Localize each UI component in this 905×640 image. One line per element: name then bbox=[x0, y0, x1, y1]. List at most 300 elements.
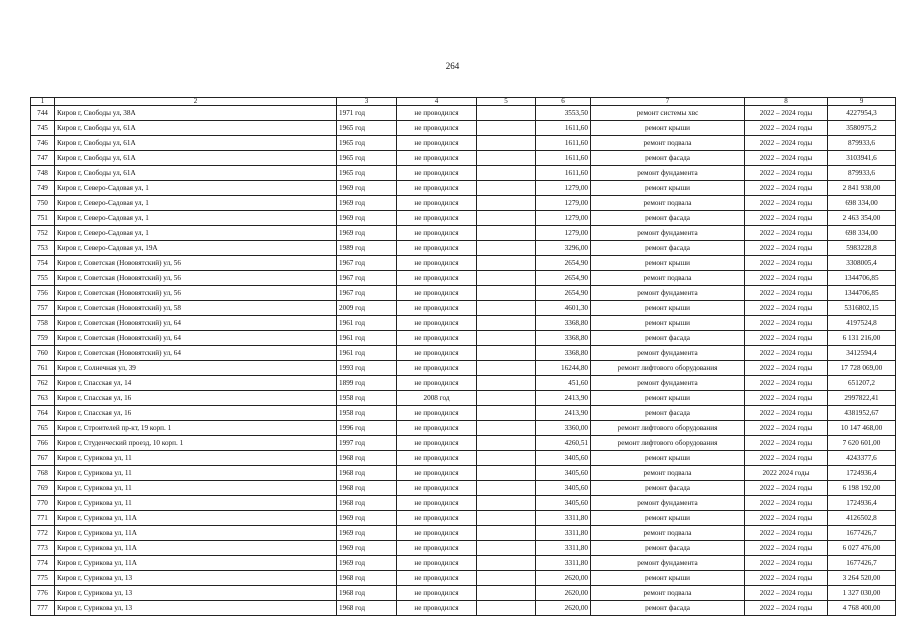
period-cell: 2022 – 2024 годы bbox=[745, 211, 828, 226]
last-repair-cell: не проводился bbox=[397, 376, 477, 391]
table-row bbox=[31, 451, 896, 466]
planned-cell bbox=[477, 391, 536, 406]
area-cell: 3368,80 bbox=[536, 331, 591, 346]
planned-cell bbox=[477, 361, 536, 376]
address-cell: Киров г, Свободы ул, 38А bbox=[55, 106, 337, 121]
period-cell: 2022 – 2024 годы bbox=[745, 271, 828, 286]
address-cell: Киров г, Северо-Садовая ул, 1 bbox=[55, 211, 337, 226]
cost-cell: 5316802,15 bbox=[828, 301, 896, 316]
period-cell: 2022 – 2024 годы bbox=[745, 391, 828, 406]
planned-cell bbox=[477, 481, 536, 496]
build-year-cell: 1899 год bbox=[337, 376, 397, 391]
period-cell: 2022 – 2024 годы bbox=[745, 541, 828, 556]
build-year-cell: 1969 год bbox=[337, 196, 397, 211]
cost-cell: 6 131 216,00 bbox=[828, 331, 896, 346]
area-cell: 2620,00 bbox=[536, 601, 591, 616]
planned-cell bbox=[477, 136, 536, 151]
row-number-cell: 757 bbox=[31, 301, 55, 316]
work-type-cell: ремонт фундамента bbox=[591, 496, 745, 511]
table-row bbox=[31, 136, 896, 151]
last-repair-cell: не проводился bbox=[397, 121, 477, 136]
table-row bbox=[31, 496, 896, 511]
row-number-cell: 753 bbox=[31, 241, 55, 256]
cost-cell: 879933,6 bbox=[828, 166, 896, 181]
work-type-cell: ремонт подвала bbox=[591, 136, 745, 151]
column-header: 2 bbox=[55, 98, 337, 106]
area-cell: 1611,60 bbox=[536, 121, 591, 136]
planned-cell bbox=[477, 406, 536, 421]
area-cell: 3405,60 bbox=[536, 496, 591, 511]
address-cell: Киров г, Северо-Садовая ул, 1 bbox=[55, 196, 337, 211]
cost-cell: 3103941,6 bbox=[828, 151, 896, 166]
last-repair-cell: не проводился bbox=[397, 226, 477, 241]
address-cell: Киров г, Свободы ул, 61А bbox=[55, 151, 337, 166]
last-repair-cell: не проводился bbox=[397, 361, 477, 376]
last-repair-cell: не проводился bbox=[397, 541, 477, 556]
planned-cell bbox=[477, 556, 536, 571]
table-row bbox=[31, 286, 896, 301]
work-type-cell: ремонт крыши bbox=[591, 121, 745, 136]
period-cell: 2022 – 2024 годы bbox=[745, 286, 828, 301]
planned-cell bbox=[477, 106, 536, 121]
area-cell: 1611,60 bbox=[536, 166, 591, 181]
last-repair-cell: не проводился bbox=[397, 571, 477, 586]
cost-cell: 1724936,4 bbox=[828, 466, 896, 481]
address-cell: Киров г, Спасская ул, 16 bbox=[55, 391, 337, 406]
table-row bbox=[31, 331, 896, 346]
planned-cell bbox=[477, 496, 536, 511]
last-repair-cell: не проводился bbox=[397, 511, 477, 526]
column-header: 9 bbox=[828, 98, 896, 106]
area-cell: 1611,60 bbox=[536, 151, 591, 166]
planned-cell bbox=[477, 331, 536, 346]
address-cell: Киров г, Сурикова ул, 13 bbox=[55, 571, 337, 586]
cost-cell: 3412594,4 bbox=[828, 346, 896, 361]
repair-registry-table bbox=[30, 97, 896, 616]
area-cell: 2654,90 bbox=[536, 271, 591, 286]
cost-cell: 1724936,4 bbox=[828, 496, 896, 511]
build-year-cell: 1961 год bbox=[337, 316, 397, 331]
build-year-cell: 1968 год bbox=[337, 601, 397, 616]
build-year-cell: 1965 год bbox=[337, 121, 397, 136]
build-year-cell: 1967 год bbox=[337, 271, 397, 286]
planned-cell bbox=[477, 301, 536, 316]
build-year-cell: 1965 год bbox=[337, 151, 397, 166]
period-cell: 2022 – 2024 годы bbox=[745, 316, 828, 331]
column-header: 5 bbox=[477, 98, 536, 106]
period-cell: 2022 – 2024 годы bbox=[745, 196, 828, 211]
table-row bbox=[31, 601, 896, 616]
row-number-cell: 751 bbox=[31, 211, 55, 226]
address-cell: Киров г, Советская (Нововятский) ул, 56 bbox=[55, 256, 337, 271]
area-cell: 2654,90 bbox=[536, 256, 591, 271]
work-type-cell: ремонт фундамента bbox=[591, 286, 745, 301]
row-number-cell: 762 bbox=[31, 376, 55, 391]
planned-cell bbox=[477, 436, 536, 451]
work-type-cell: ремонт крыши bbox=[591, 316, 745, 331]
planned-cell bbox=[477, 526, 536, 541]
last-repair-cell: не проводился bbox=[397, 406, 477, 421]
cost-cell: 1677426,7 bbox=[828, 526, 896, 541]
table-row bbox=[31, 256, 896, 271]
row-number-cell: 745 bbox=[31, 121, 55, 136]
address-cell: Киров г, Советская (Нововятский) ул, 64 bbox=[55, 316, 337, 331]
build-year-cell: 1969 год bbox=[337, 541, 397, 556]
area-cell: 3311,80 bbox=[536, 541, 591, 556]
area-cell: 3368,80 bbox=[536, 316, 591, 331]
period-cell: 2022 – 2024 годы bbox=[745, 496, 828, 511]
table-row bbox=[31, 466, 896, 481]
column-header: 4 bbox=[397, 98, 477, 106]
row-number-cell: 773 bbox=[31, 541, 55, 556]
planned-cell bbox=[477, 226, 536, 241]
build-year-cell: 1969 год bbox=[337, 526, 397, 541]
planned-cell bbox=[477, 346, 536, 361]
planned-cell bbox=[477, 601, 536, 616]
work-type-cell: ремонт фасада bbox=[591, 211, 745, 226]
table-row bbox=[31, 106, 896, 121]
table-row bbox=[31, 556, 896, 571]
period-cell: 2022 – 2024 годы bbox=[745, 571, 828, 586]
last-repair-cell: не проводился bbox=[397, 451, 477, 466]
last-repair-cell: не проводился bbox=[397, 151, 477, 166]
period-cell: 2022 – 2024 годы bbox=[745, 136, 828, 151]
period-cell: 2022 – 2024 годы bbox=[745, 526, 828, 541]
area-cell: 4260,51 bbox=[536, 436, 591, 451]
work-type-cell: ремонт подвала bbox=[591, 526, 745, 541]
address-cell: Киров г, Сурикова ул, 11 bbox=[55, 466, 337, 481]
cost-cell: 2 841 938,00 bbox=[828, 181, 896, 196]
column-header: 8 bbox=[745, 98, 828, 106]
column-header: 7 bbox=[591, 98, 745, 106]
table-row bbox=[31, 421, 896, 436]
column-header: 6 bbox=[536, 98, 591, 106]
cost-cell: 651207,2 bbox=[828, 376, 896, 391]
work-type-cell: ремонт подвала bbox=[591, 466, 745, 481]
period-cell: 2022 – 2024 годы bbox=[745, 481, 828, 496]
work-type-cell: ремонт лифтового оборудования bbox=[591, 436, 745, 451]
work-type-cell: ремонт фундамента bbox=[591, 556, 745, 571]
area-cell: 3405,60 bbox=[536, 466, 591, 481]
planned-cell bbox=[477, 166, 536, 181]
table-row bbox=[31, 271, 896, 286]
cost-cell: 2997822,41 bbox=[828, 391, 896, 406]
address-cell: Киров г, Солнечная ул, 39 bbox=[55, 361, 337, 376]
build-year-cell: 1997 год bbox=[337, 436, 397, 451]
last-repair-cell: 2008 год bbox=[397, 391, 477, 406]
column-header: 3 bbox=[337, 98, 397, 106]
row-number-cell: 755 bbox=[31, 271, 55, 286]
table-row bbox=[31, 316, 896, 331]
table-row bbox=[31, 406, 896, 421]
build-year-cell: 1971 год bbox=[337, 106, 397, 121]
last-repair-cell: не проводился bbox=[397, 136, 477, 151]
area-cell: 1611,60 bbox=[536, 136, 591, 151]
build-year-cell: 1969 год bbox=[337, 511, 397, 526]
build-year-cell: 1996 год bbox=[337, 421, 397, 436]
build-year-cell: 1965 год bbox=[337, 136, 397, 151]
cost-cell: 6 027 476,00 bbox=[828, 541, 896, 556]
page-number: 264 bbox=[445, 61, 460, 71]
table-row bbox=[31, 166, 896, 181]
cost-cell: 4 768 400,00 bbox=[828, 601, 896, 616]
last-repair-cell: не проводился bbox=[397, 301, 477, 316]
column-header: 1 bbox=[31, 98, 55, 106]
planned-cell bbox=[477, 181, 536, 196]
work-type-cell: ремонт фасада bbox=[591, 481, 745, 496]
cost-cell: 1 327 030,00 bbox=[828, 586, 896, 601]
address-cell: Киров г, Северо-Садовая ул, 1 bbox=[55, 226, 337, 241]
row-number-cell: 759 bbox=[31, 331, 55, 346]
area-cell: 3553,50 bbox=[536, 106, 591, 121]
row-number-cell: 761 bbox=[31, 361, 55, 376]
area-cell: 1279,00 bbox=[536, 181, 591, 196]
planned-cell bbox=[477, 256, 536, 271]
address-cell: Киров г, Сурикова ул, 11А bbox=[55, 511, 337, 526]
period-cell: 2022 – 2024 годы bbox=[745, 406, 828, 421]
period-cell: 2022 – 2024 годы bbox=[745, 451, 828, 466]
last-repair-cell: не проводился bbox=[397, 106, 477, 121]
planned-cell bbox=[477, 316, 536, 331]
address-cell: Киров г, Северо-Садовая ул, 19А bbox=[55, 241, 337, 256]
row-number-cell: 763 bbox=[31, 391, 55, 406]
work-type-cell: ремонт фундамента bbox=[591, 376, 745, 391]
work-type-cell: ремонт фасада bbox=[591, 541, 745, 556]
table-row bbox=[31, 376, 896, 391]
last-repair-cell: не проводился bbox=[397, 556, 477, 571]
area-cell: 2413,90 bbox=[536, 391, 591, 406]
period-cell: 2022 – 2024 годы bbox=[745, 601, 828, 616]
period-cell: 2022 – 2024 годы bbox=[745, 376, 828, 391]
cost-cell: 5983228,8 bbox=[828, 241, 896, 256]
row-number-cell: 767 bbox=[31, 451, 55, 466]
address-cell: Киров г, Советская (Нововятский) ул, 64 bbox=[55, 331, 337, 346]
period-cell: 2022 – 2024 годы bbox=[745, 301, 828, 316]
planned-cell bbox=[477, 541, 536, 556]
address-cell: Киров г, Сурикова ул, 11 bbox=[55, 451, 337, 466]
cost-cell: 1344706,85 bbox=[828, 271, 896, 286]
work-type-cell: ремонт фундамента bbox=[591, 346, 745, 361]
build-year-cell: 1968 год bbox=[337, 466, 397, 481]
area-cell: 1279,00 bbox=[536, 226, 591, 241]
address-cell: Киров г, Спасская ул, 14 bbox=[55, 376, 337, 391]
period-cell: 2022 – 2024 годы bbox=[745, 106, 828, 121]
area-cell: 3360,00 bbox=[536, 421, 591, 436]
last-repair-cell: не проводился bbox=[397, 601, 477, 616]
period-cell: 2022 – 2024 годы bbox=[745, 226, 828, 241]
last-repair-cell: не проводился bbox=[397, 196, 477, 211]
period-cell: 2022 2024 годы bbox=[745, 466, 828, 481]
area-cell: 1279,00 bbox=[536, 196, 591, 211]
last-repair-cell: не проводился bbox=[397, 181, 477, 196]
work-type-cell: ремонт крыши bbox=[591, 391, 745, 406]
table-header-row bbox=[31, 98, 896, 106]
work-type-cell: ремонт лифтового оборудования bbox=[591, 361, 745, 376]
build-year-cell: 1969 год bbox=[337, 226, 397, 241]
cost-cell: 1677426,7 bbox=[828, 556, 896, 571]
planned-cell bbox=[477, 571, 536, 586]
work-type-cell: ремонт лифтового оборудования bbox=[591, 421, 745, 436]
table-row bbox=[31, 196, 896, 211]
build-year-cell: 1968 год bbox=[337, 571, 397, 586]
period-cell: 2022 – 2024 годы bbox=[745, 586, 828, 601]
last-repair-cell: не проводился bbox=[397, 421, 477, 436]
area-cell: 3311,80 bbox=[536, 556, 591, 571]
last-repair-cell: не проводился bbox=[397, 256, 477, 271]
address-cell: Киров г, Советская (Нововятский) ул, 58 bbox=[55, 301, 337, 316]
planned-cell bbox=[477, 121, 536, 136]
table-row bbox=[31, 361, 896, 376]
period-cell: 2022 – 2024 годы bbox=[745, 241, 828, 256]
planned-cell bbox=[477, 211, 536, 226]
address-cell: Киров г, Северо-Садовая ул, 1 bbox=[55, 181, 337, 196]
cost-cell: 6 198 192,00 bbox=[828, 481, 896, 496]
area-cell: 1279,00 bbox=[536, 211, 591, 226]
address-cell: Киров г, Советская (Нововятский) ул, 64 bbox=[55, 346, 337, 361]
work-type-cell: ремонт крыши bbox=[591, 571, 745, 586]
planned-cell bbox=[477, 466, 536, 481]
cost-cell: 2 463 354,00 bbox=[828, 211, 896, 226]
build-year-cell: 1961 год bbox=[337, 346, 397, 361]
last-repair-cell: не проводился bbox=[397, 466, 477, 481]
build-year-cell: 1989 год bbox=[337, 241, 397, 256]
cost-cell: 698 334,00 bbox=[828, 226, 896, 241]
row-number-cell: 776 bbox=[31, 586, 55, 601]
area-cell: 3368,80 bbox=[536, 346, 591, 361]
table-row bbox=[31, 301, 896, 316]
address-cell: Киров г, Студенческий проезд, 10 корп. 1 bbox=[55, 436, 337, 451]
cost-cell: 4243377,6 bbox=[828, 451, 896, 466]
address-cell: Киров г, Свободы ул, 61А bbox=[55, 121, 337, 136]
work-type-cell: ремонт системы хвс bbox=[591, 106, 745, 121]
work-type-cell: ремонт крыши bbox=[591, 451, 745, 466]
row-number-cell: 768 bbox=[31, 466, 55, 481]
planned-cell bbox=[477, 451, 536, 466]
table-row bbox=[31, 121, 896, 136]
table-row bbox=[31, 391, 896, 406]
area-cell: 451,60 bbox=[536, 376, 591, 391]
address-cell: Киров г, Строителей пр-кт, 19 корп. 1 bbox=[55, 421, 337, 436]
area-cell: 3296,00 bbox=[536, 241, 591, 256]
planned-cell bbox=[477, 196, 536, 211]
period-cell: 2022 – 2024 годы bbox=[745, 166, 828, 181]
cost-cell: 7 620 601,00 bbox=[828, 436, 896, 451]
period-cell: 2022 – 2024 годы bbox=[745, 556, 828, 571]
work-type-cell: ремонт фундамента bbox=[591, 166, 745, 181]
period-cell: 2022 – 2024 годы bbox=[745, 181, 828, 196]
cost-cell: 4126502,8 bbox=[828, 511, 896, 526]
cost-cell: 3308005,4 bbox=[828, 256, 896, 271]
row-number-cell: 754 bbox=[31, 256, 55, 271]
work-type-cell: ремонт фасада bbox=[591, 406, 745, 421]
row-number-cell: 770 bbox=[31, 496, 55, 511]
address-cell: Киров г, Сурикова ул, 11 bbox=[55, 481, 337, 496]
planned-cell bbox=[477, 586, 536, 601]
last-repair-cell: не проводился bbox=[397, 496, 477, 511]
table-row bbox=[31, 211, 896, 226]
row-number-cell: 772 bbox=[31, 526, 55, 541]
row-number-cell: 749 bbox=[31, 181, 55, 196]
last-repair-cell: не проводился bbox=[397, 211, 477, 226]
build-year-cell: 1968 год bbox=[337, 451, 397, 466]
row-number-cell: 746 bbox=[31, 136, 55, 151]
build-year-cell: 1958 год bbox=[337, 391, 397, 406]
address-cell: Киров г, Сурикова ул, 11 bbox=[55, 496, 337, 511]
cost-cell: 879933,6 bbox=[828, 136, 896, 151]
work-type-cell: ремонт фасада bbox=[591, 331, 745, 346]
table-row bbox=[31, 511, 896, 526]
period-cell: 2022 – 2024 годы bbox=[745, 151, 828, 166]
cost-cell: 1344706,85 bbox=[828, 286, 896, 301]
period-cell: 2022 – 2024 годы bbox=[745, 256, 828, 271]
area-cell: 16244,80 bbox=[536, 361, 591, 376]
cost-cell: 17 728 069,00 bbox=[828, 361, 896, 376]
table-row bbox=[31, 436, 896, 451]
address-cell: Киров г, Сурикова ул, 13 bbox=[55, 586, 337, 601]
period-cell: 2022 – 2024 годы bbox=[745, 436, 828, 451]
area-cell: 2620,00 bbox=[536, 571, 591, 586]
address-cell: Киров г, Советская (Нововятский) ул, 56 bbox=[55, 286, 337, 301]
table-row bbox=[31, 481, 896, 496]
last-repair-cell: не проводился bbox=[397, 286, 477, 301]
work-type-cell: ремонт крыши bbox=[591, 511, 745, 526]
build-year-cell: 1968 год bbox=[337, 481, 397, 496]
period-cell: 2022 – 2024 годы bbox=[745, 421, 828, 436]
last-repair-cell: не проводился bbox=[397, 241, 477, 256]
last-repair-cell: не проводился bbox=[397, 526, 477, 541]
planned-cell bbox=[477, 421, 536, 436]
row-number-cell: 747 bbox=[31, 151, 55, 166]
address-cell: Киров г, Сурикова ул, 11А bbox=[55, 556, 337, 571]
work-type-cell: ремонт фасада bbox=[591, 241, 745, 256]
build-year-cell: 1968 год bbox=[337, 496, 397, 511]
build-year-cell: 1967 год bbox=[337, 286, 397, 301]
period-cell: 2022 – 2024 годы bbox=[745, 331, 828, 346]
last-repair-cell: не проводился bbox=[397, 166, 477, 181]
table-row bbox=[31, 346, 896, 361]
table-row bbox=[31, 526, 896, 541]
area-cell: 2413,90 bbox=[536, 406, 591, 421]
table-row bbox=[31, 181, 896, 196]
planned-cell bbox=[477, 271, 536, 286]
area-cell: 2620,00 bbox=[536, 586, 591, 601]
area-cell: 3405,60 bbox=[536, 481, 591, 496]
area-cell: 3311,80 bbox=[536, 526, 591, 541]
row-number-cell: 764 bbox=[31, 406, 55, 421]
last-repair-cell: не проводился bbox=[397, 316, 477, 331]
row-number-cell: 777 bbox=[31, 601, 55, 616]
cost-cell: 3 264 520,00 bbox=[828, 571, 896, 586]
last-repair-cell: не проводился bbox=[397, 271, 477, 286]
work-type-cell: ремонт крыши bbox=[591, 301, 745, 316]
work-type-cell: ремонт фундамента bbox=[591, 226, 745, 241]
build-year-cell: 1967 год bbox=[337, 256, 397, 271]
table-row bbox=[31, 241, 896, 256]
address-cell: Киров г, Сурикова ул, 11А bbox=[55, 541, 337, 556]
work-type-cell: ремонт крыши bbox=[591, 181, 745, 196]
build-year-cell: 1969 год bbox=[337, 181, 397, 196]
period-cell: 2022 – 2024 годы bbox=[745, 346, 828, 361]
last-repair-cell: не проводился bbox=[397, 481, 477, 496]
cost-cell: 698 334,00 bbox=[828, 196, 896, 211]
row-number-cell: 750 bbox=[31, 196, 55, 211]
table-row bbox=[31, 226, 896, 241]
planned-cell bbox=[477, 241, 536, 256]
row-number-cell: 744 bbox=[31, 106, 55, 121]
period-cell: 2022 – 2024 годы bbox=[745, 511, 828, 526]
area-cell: 2654,90 bbox=[536, 286, 591, 301]
build-year-cell: 1968 год bbox=[337, 586, 397, 601]
